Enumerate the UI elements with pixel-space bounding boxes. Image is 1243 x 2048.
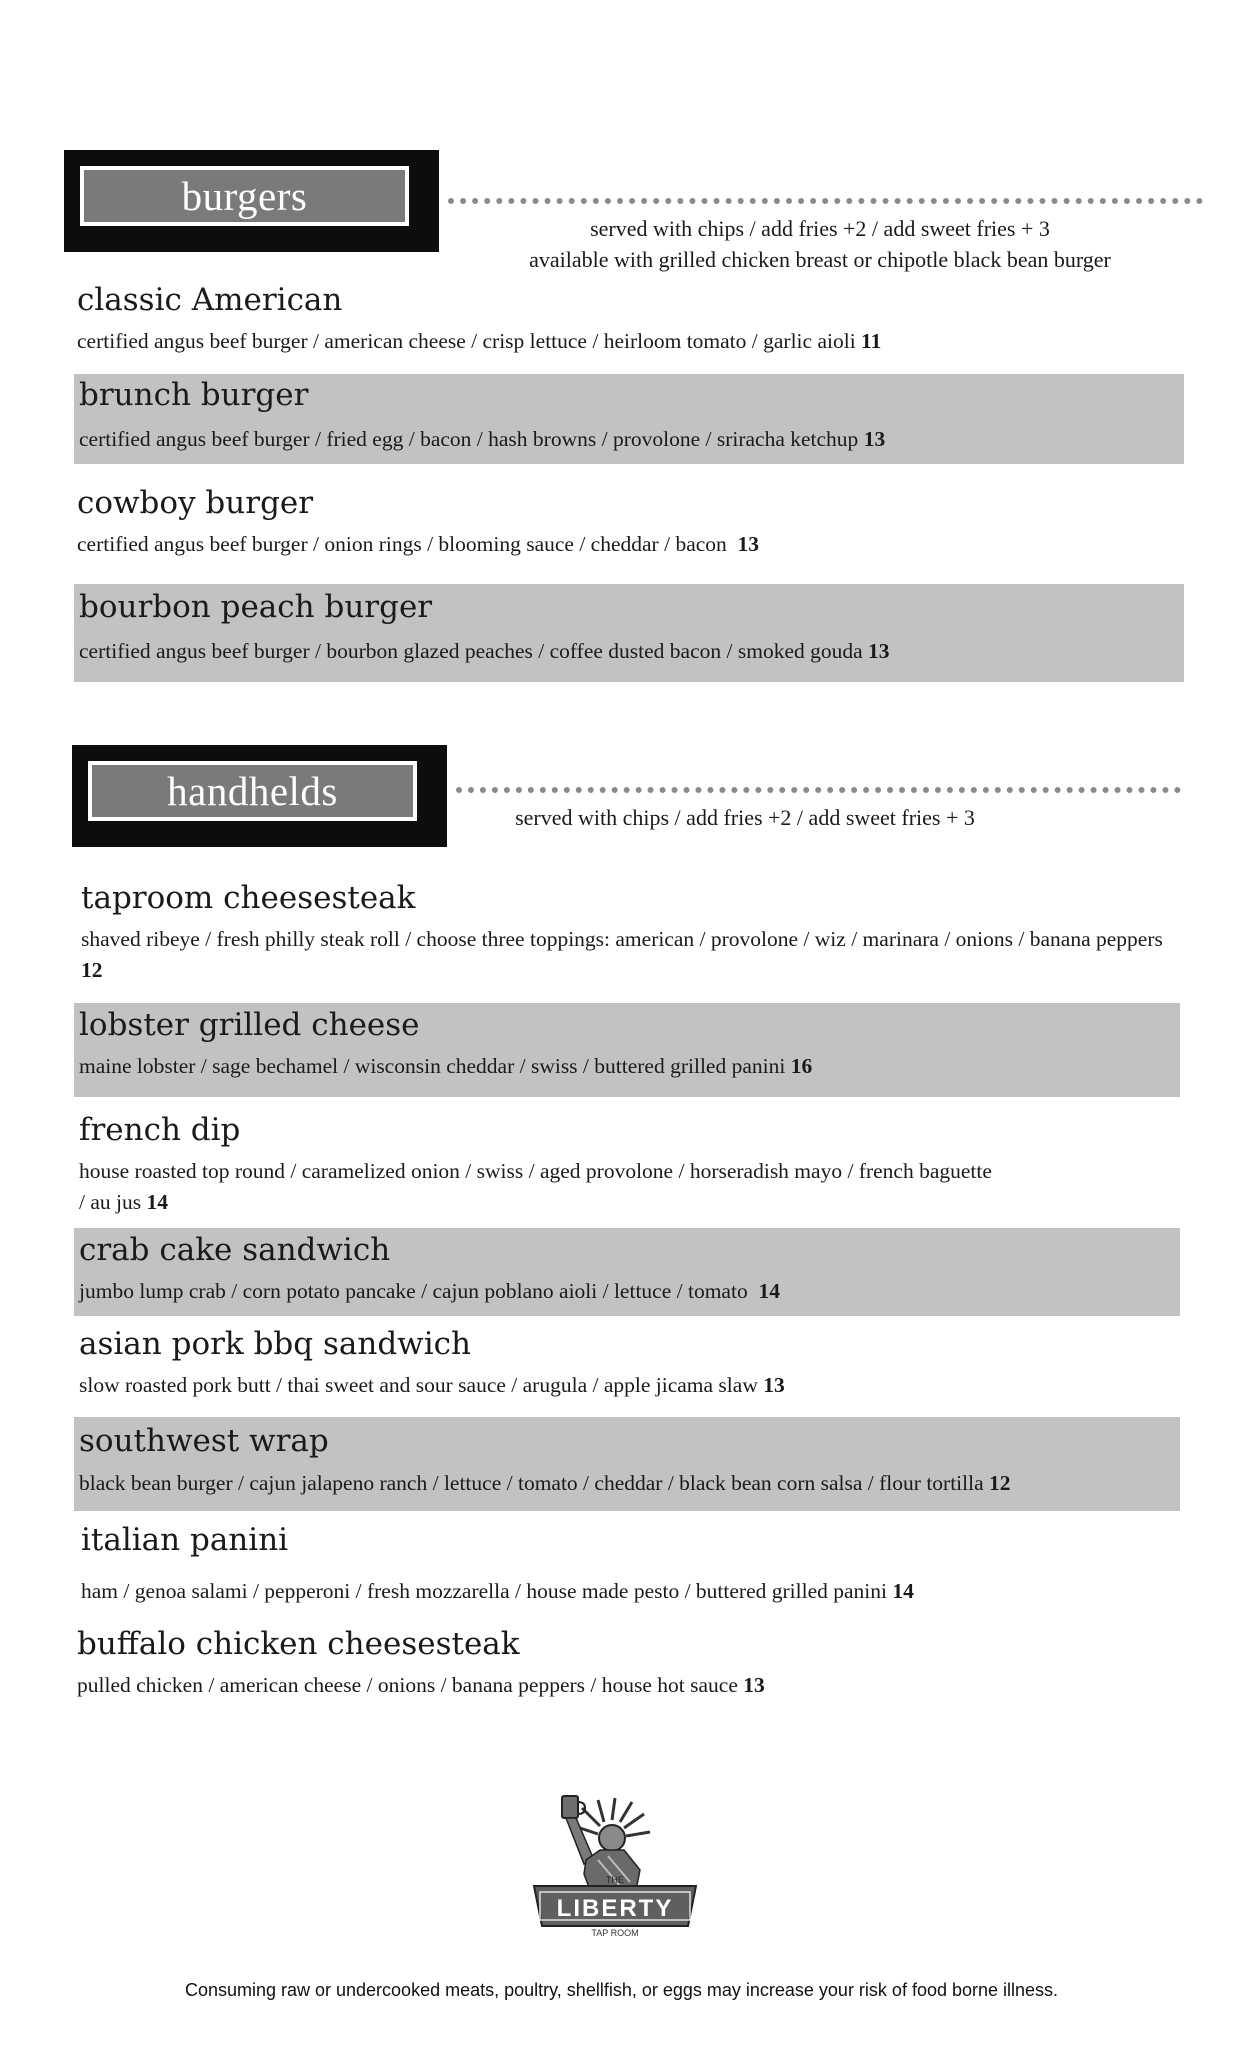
item-name: classic American: [77, 282, 343, 318]
item-description: maine lobster / sage bechamel / wisconsin cheddar / swiss / buttered grilled panini 16: [79, 1054, 813, 1078]
item-name: brunch burger: [79, 377, 309, 413]
menu-item-asian-pork-bbq-sandwich: [74, 1326, 1184, 1406]
handhelds-header-title: handhelds: [88, 761, 417, 821]
item-name: asian pork bbq sandwich: [79, 1326, 471, 1362]
item-price: 14: [892, 1579, 914, 1603]
item-name: buffalo chicken cheesesteak: [77, 1626, 520, 1662]
item-name: bourbon peach burger: [79, 589, 433, 625]
menu-item-bourbon-peach-burger: [74, 584, 1184, 682]
item-name: taproom cheesesteak: [81, 880, 416, 916]
item-description: slow roasted pork butt / thai sweet and sour sauce / arugula / apple jicama slaw 13: [79, 1373, 785, 1397]
menu-item-french-dip: [74, 1112, 1184, 1222]
item-price: 11: [861, 329, 882, 353]
menu-item-cowboy-burger: [72, 485, 1182, 565]
item-name: lobster grilled cheese: [79, 1007, 420, 1043]
burgers-note-line2: available with grilled chicken breast or chipotle black bean burger: [529, 247, 1111, 272]
item-description: shaved ribeye / fresh philly steak roll / choose three toppings: american / provolone / wiz / marinara / onions / banana peppers 12: [81, 927, 1163, 982]
item-name: cowboy burger: [77, 485, 314, 521]
menu-item-crab-cake-sandwich: [74, 1228, 1180, 1316]
menu-item-italian-panini: [76, 1522, 1186, 1612]
item-price: 13: [863, 427, 886, 451]
item-description: certified angus beef burger / american cheese / crisp lettuce / heirloom tomato / garlic aioli 11: [77, 329, 882, 353]
item-name: french dip: [79, 1112, 241, 1148]
food-safety-disclaimer: Consuming raw or undercooked meats, poultry, shellfish, or eggs may increase your risk of food borne illness.: [184, 1980, 1059, 2000]
item-description: jumbo lump crab / corn potato pancake / cajun poblano aioli / lettuce / tomato 14: [79, 1279, 780, 1303]
item-price: 13: [743, 1673, 765, 1697]
item-name: southwest wrap: [79, 1423, 329, 1459]
logo-sub-text: TAP ROOM: [591, 1928, 639, 1938]
item-description: certified angus beef burger / fried egg / bacon / hash browns / provolone / sriracha ketchup 13: [79, 427, 886, 451]
item-name: italian panini: [81, 1522, 289, 1558]
menu-item-southwest-wrap: [74, 1417, 1180, 1511]
liberty-tap-room-logo: [520, 1790, 710, 1940]
burgers-dotted-divider: [448, 198, 1203, 204]
menu-item-brunch-burger: [74, 374, 1184, 464]
item-name: crab cake sandwich: [79, 1232, 391, 1268]
item-price: 13: [868, 639, 890, 663]
item-description: pulled chicken / american cheese / onions / banana peppers / house hot sauce 13: [77, 1673, 765, 1697]
item-price: 12: [81, 958, 103, 982]
handhelds-note-line1: served with chips / add fries +2 / add sweet fries + 3: [515, 805, 975, 830]
item-price: 14: [146, 1190, 168, 1214]
burgers-header-box: [64, 150, 439, 252]
item-description: certified angus beef burger / bourbon glazed peaches / coffee dusted bacon / smoked gouda 13: [79, 639, 890, 663]
menu-item-lobster-grilled-cheese: [74, 1003, 1180, 1097]
statue-of-liberty-icon: [520, 1790, 710, 1940]
handhelds-dotted-divider: [456, 787, 1181, 793]
item-description: ham / genoa salami / pepperoni / fresh mozzarella / house made pesto / buttered grilled panini 14: [81, 1579, 914, 1603]
menu-item-taproom-cheesesteak: [76, 880, 1186, 990]
logo-name-text: LIBERTY: [556, 1895, 674, 1922]
burgers-header-title: burgers: [80, 166, 409, 226]
item-description: black bean burger / cajun jalapeno ranch / lettuce / tomato / cheddar / black bean corn salsa / flour tortilla 12: [79, 1471, 1011, 1495]
handhelds-header-box: [72, 745, 447, 847]
item-price: 13: [737, 532, 760, 556]
menu-item-buffalo-chicken-cheesesteak: [72, 1626, 1182, 1706]
item-price: 12: [989, 1471, 1011, 1495]
item-price: 13: [763, 1373, 785, 1397]
item-description: certified angus beef burger / onion rings / blooming sauce / cheddar / bacon 13: [77, 532, 760, 556]
logo-top-text: THE: [606, 1875, 624, 1885]
menu-item-classic-american: [72, 282, 1182, 360]
item-price: 16: [790, 1054, 813, 1078]
item-price: 14: [758, 1279, 780, 1303]
burgers-note-line1: served with chips / add fries +2 / add sweet fries + 3: [590, 216, 1050, 241]
item-description: house roasted top round / caramelized onion / swiss / aged provolone / horseradish mayo / french baguette / au jus 14: [79, 1159, 992, 1214]
